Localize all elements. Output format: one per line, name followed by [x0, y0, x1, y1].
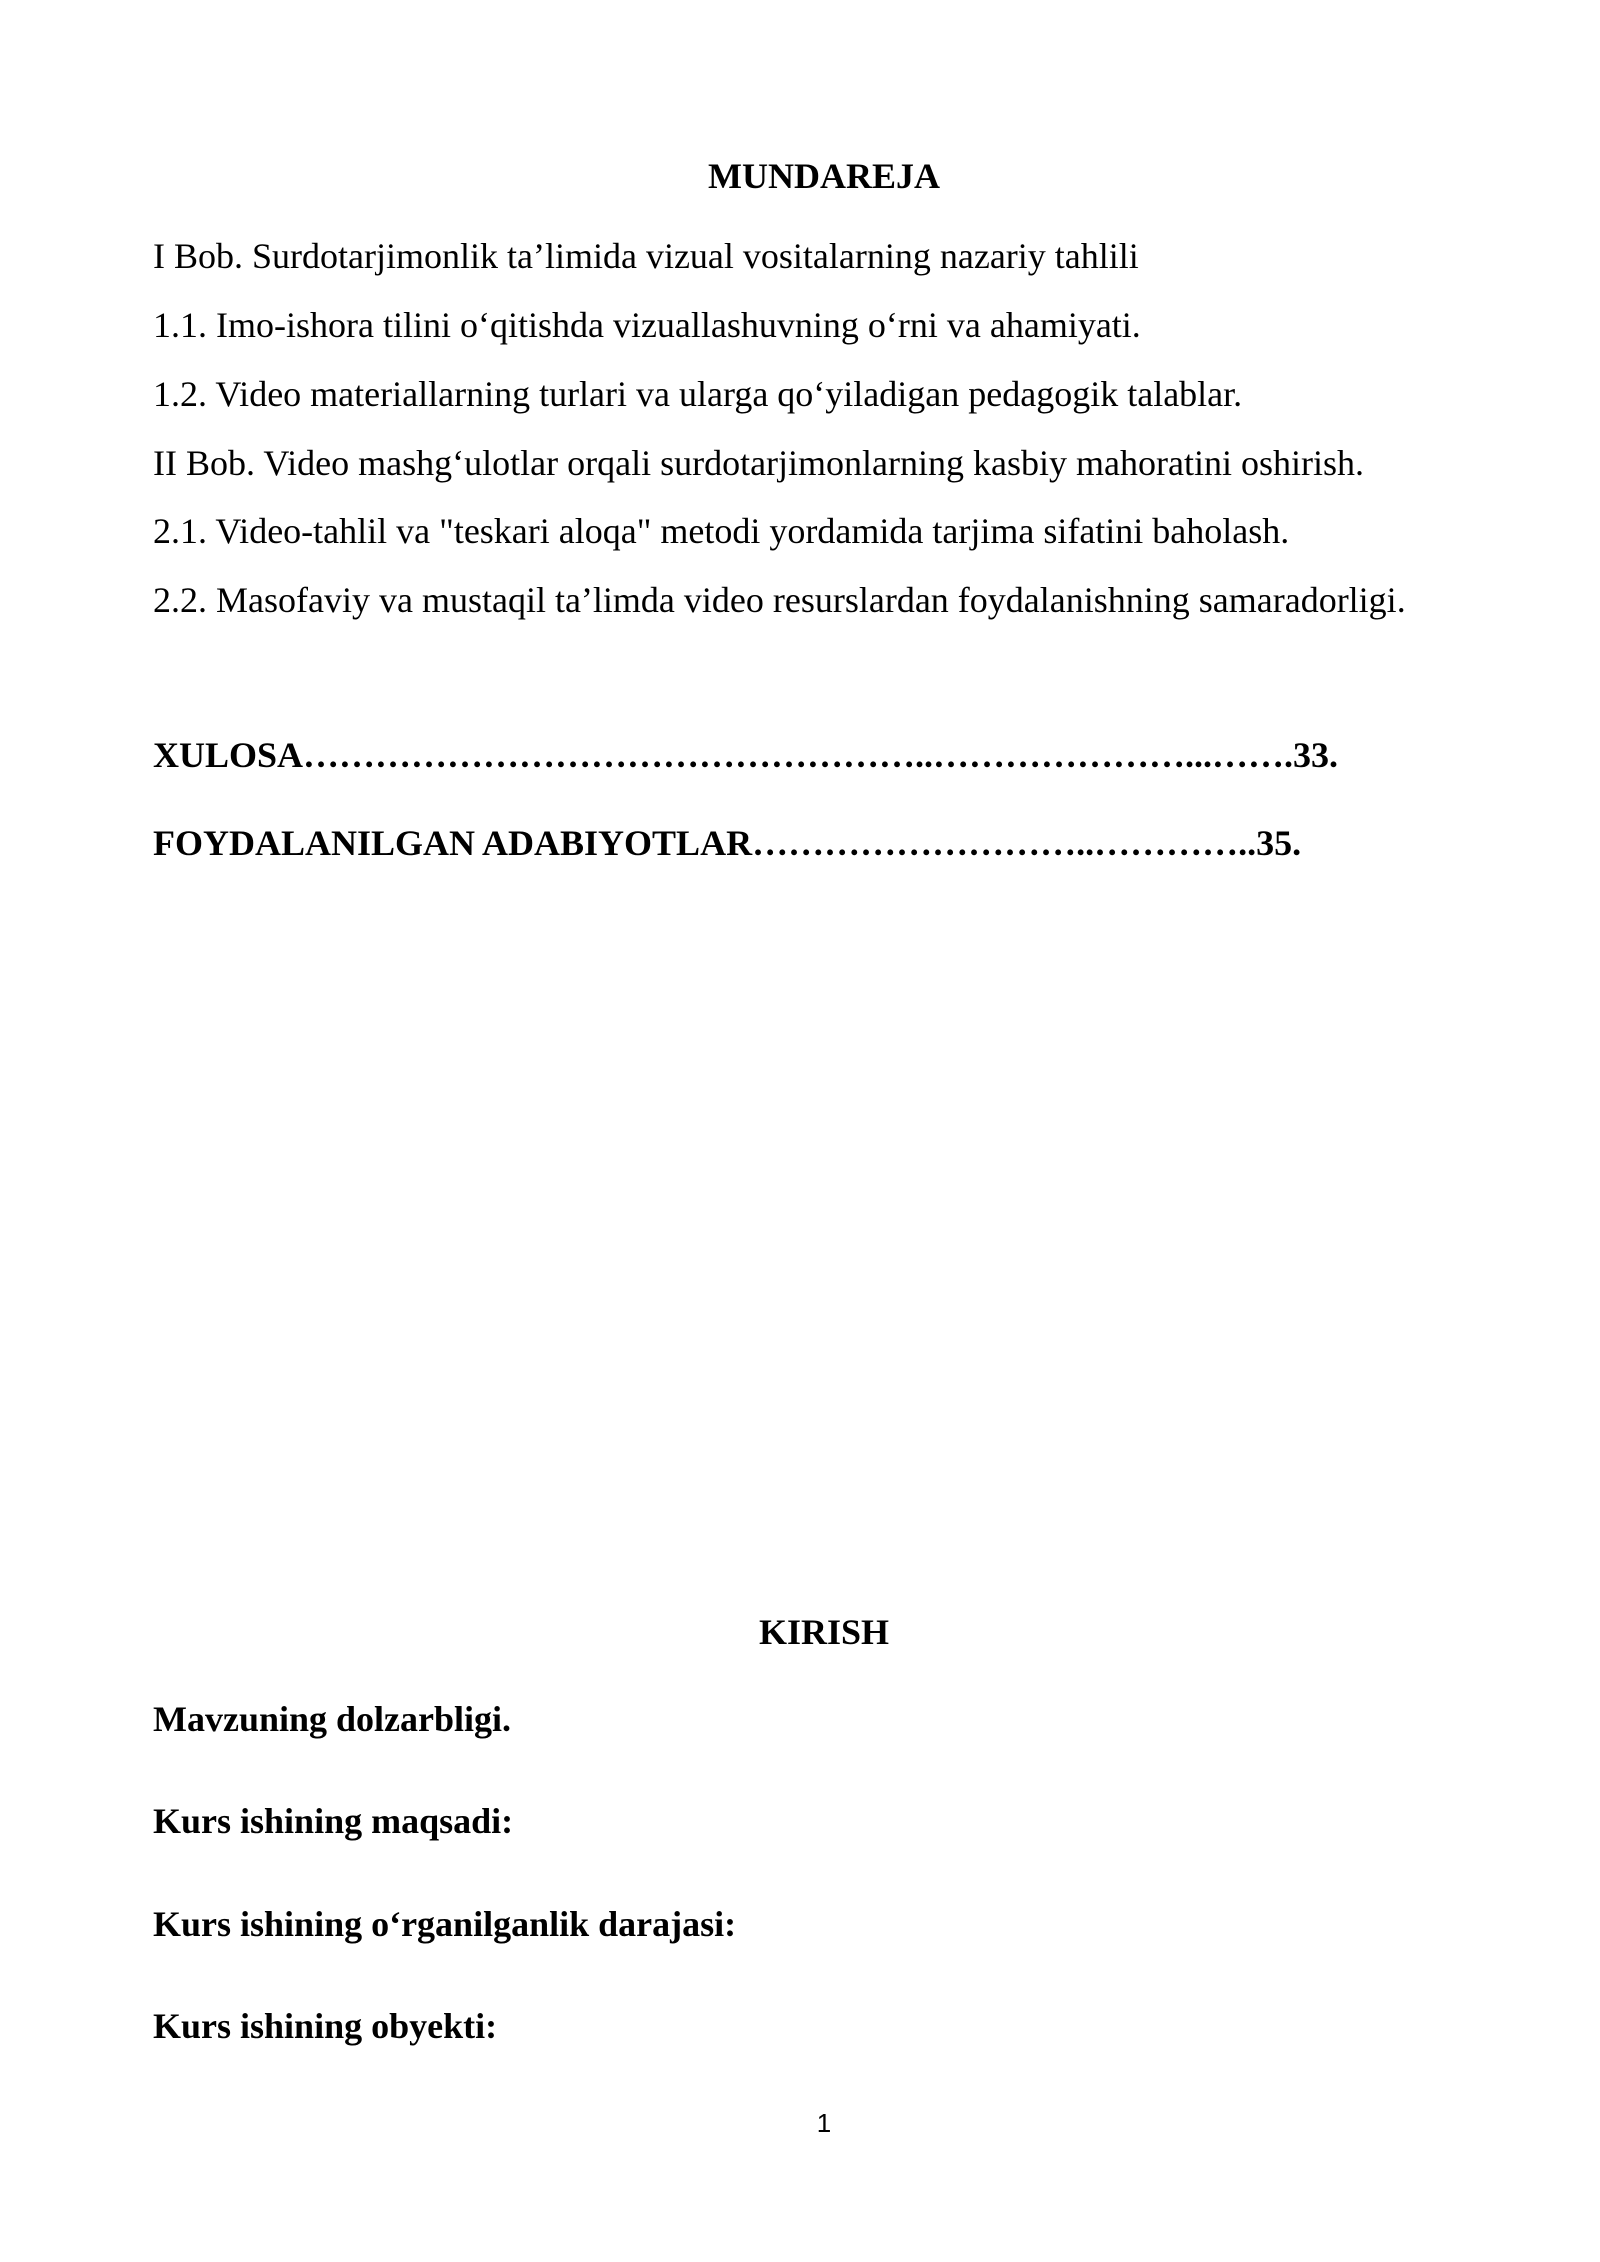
toc-entry-references: FOYDALANILGAN ADABIYOTLAR………………………..…………..35.	[153, 823, 1302, 863]
section-research-level: Kurs ishining o‘rganilganlik darajasi:	[153, 1904, 737, 1944]
section-relevance: Mavzuning dolzarbligi.	[153, 1699, 512, 1739]
toc-entry-2-1: 2.1. Video-tahlil va "teskari aloqa" metodi yordamida tarjima sifatini baholash.	[153, 511, 1290, 551]
section-goal: Kurs ishining maqsadi:	[153, 1801, 514, 1841]
toc-entry-2-2: 2.2. Masofaviy va mustaqil ta’limda video resurslardan foydalanishning samaradorligi.	[153, 580, 1406, 620]
toc-entry-1-1: 1.1. Imo-ishora tilini o‘qitishda vizuallashuvning o‘rni va ahamiyati.	[153, 305, 1141, 345]
page-number: 1	[816, 2108, 832, 2138]
toc-entry-conclusion: XULOSA……………………………………………..…………………...…….33.	[153, 735, 1339, 775]
contents-title: MUNDAREJA	[708, 156, 940, 196]
section-object: Kurs ishining obyekti:	[153, 2006, 498, 2046]
toc-entry-chapter-2: II Bob. Video mashg‘ulotlar orqali surdotarjimonlarning kasbiy mahoratini oshirish.	[153, 443, 1364, 483]
introduction-title: KIRISH	[758, 1612, 890, 1652]
toc-entry-1-2: 1.2. Video materiallarning turlari va ularga qo‘yiladigan pedagogik talablar.	[153, 374, 1243, 414]
toc-entry-chapter-1: I Bob. Surdotarjimonlik ta’limida vizual vositalarning nazariy tahlili	[153, 236, 1139, 276]
